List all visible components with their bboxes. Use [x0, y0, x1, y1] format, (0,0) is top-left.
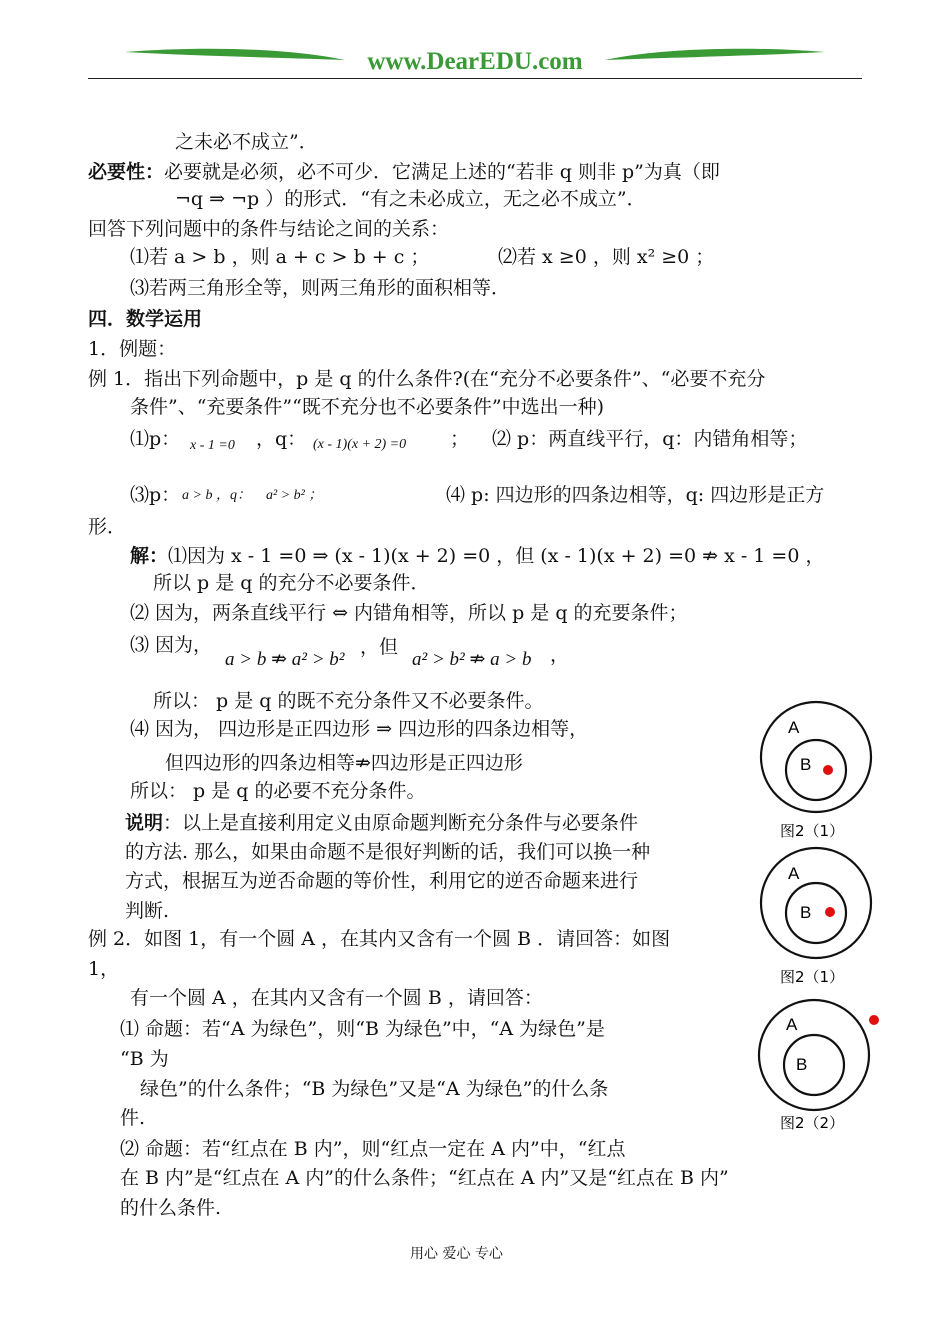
text-line: 绿色”的什么条件；“B 为绿色”又是“A 为绿色”的什么条	[140, 1078, 609, 1100]
section-heading: 四．数学运用	[88, 308, 203, 330]
page-footer: 用心 爱心 专心	[410, 1246, 503, 1262]
text-span: ，	[550, 644, 570, 666]
text-line: 所以 p 是 q 的充分不必要条件．	[153, 572, 430, 594]
text-line: ⑴ 命题：若“A 为绿色”，则“B 为绿色”中，“A 为绿色”是	[120, 1018, 605, 1040]
text-line: ¬q ⇒ ¬p ）的形式．“有之未必成立，无之必不成立”．	[175, 188, 646, 210]
text-line: 的方法. 那么，如果由命题不是很好判断的话，我们可以换一种	[125, 841, 651, 863]
text-span: ⑶ 因为，	[130, 634, 213, 656]
circle-label-a: A	[788, 718, 800, 737]
solution-label: 解：	[130, 545, 169, 567]
text-line: 1．例题：	[88, 338, 177, 360]
text-line: ⑵ 命题：若“红点在 B 内”，则“红点一定在 A 内”中，“红点	[120, 1138, 626, 1160]
inner-circle-b	[786, 740, 846, 800]
text-line: ⑴若 a > b ，则 a + c > b + c ；	[130, 246, 430, 268]
text-line: ⑵ 因为，两条直线平行 ⇔ 内错角相等，所以 p 是 q 的充要条件；	[130, 602, 688, 624]
venn-figure-3	[750, 995, 890, 1140]
circle-label-b: B	[800, 903, 812, 922]
logo-text: www.DearEDU.com	[367, 48, 583, 75]
text-line: 例 1．指出下列命题中，p 是 q 的什么条件?(在“充分不必要条件”、“必要不充分	[88, 368, 766, 390]
term-heading: 必要性：	[88, 161, 165, 183]
circle-label-a: A	[786, 1015, 798, 1034]
text-line: “B 为	[120, 1048, 169, 1070]
note-label: 说明	[125, 812, 164, 834]
math-expr: a² > b² ；	[266, 488, 323, 503]
math-expr: a² > b² ⇏ a > b	[412, 649, 532, 670]
text-line: 回答下列问题中的条件与结论之间的关系：	[88, 218, 450, 240]
figure-caption: 图2（1）	[780, 822, 845, 840]
text-span: ⑴p：	[130, 428, 181, 450]
text-span: ，q：	[256, 428, 307, 450]
text-span: ⑶p：	[130, 484, 181, 506]
text-line: 形．	[88, 516, 127, 538]
text-line: 例 2．如图 1，有一个圆 A ，在其内又含有一个圆 B ．请回答：如图	[88, 928, 671, 950]
text-line: ⑷ 因为， 四边形是正四边形 ⇒ 四边形的四条边相等，	[130, 718, 589, 740]
text-line: ⑵若 x ≥0 ，则 x² ≥0 ；	[498, 246, 715, 268]
red-dot	[823, 765, 833, 775]
text-line: 条件”、“充要条件”“既不充分也不必要条件”中选出一种)	[130, 396, 604, 418]
text-span: ，但	[360, 636, 399, 658]
text-span: ；	[450, 428, 470, 450]
math-expr: x - 1 =0	[190, 438, 235, 453]
text-line: 之未必不成立”．	[175, 131, 318, 153]
text-line: 所以： p 是 q 的既不充分条件又不必要条件。	[153, 690, 544, 712]
text-line: 判断.	[125, 900, 170, 922]
math-expr: a > b ，q：	[182, 488, 251, 503]
text-line	[130, 541, 824, 568]
text-line: 1，	[88, 958, 120, 980]
text-line: 但四边形的四条边相等⇏四边形是正四边形	[165, 752, 523, 774]
logo-swoosh-right	[605, 49, 825, 60]
logo-swoosh-left	[125, 49, 345, 60]
circle-label-b: B	[796, 1055, 808, 1074]
text-line: 有一个圆 A ，在其内又含有一个圆 B ，请回答：	[130, 987, 543, 1009]
outer-circle-a	[759, 1000, 869, 1110]
venn-figure-1	[750, 700, 890, 845]
text-line: 在 B 内”是“红点在 A 内”的什么条件；“红点在 A 内”又是“红点在 B 内”	[120, 1167, 729, 1189]
text-line: ⑵ p：两直线平行，q：内错角相等；	[492, 428, 808, 450]
text-line: 件.	[120, 1107, 146, 1129]
circle-label-a: A	[788, 864, 800, 883]
inner-circle-b	[784, 1035, 844, 1095]
circle-label-b: B	[800, 755, 812, 774]
red-dot	[869, 1015, 879, 1025]
header-rule	[88, 78, 862, 79]
figure-caption: 图2（1）	[780, 968, 845, 986]
text-span: ⑴因为 x - 1 =0 ⇒ (x - 1)(x + 2) =0 ，但 (x - 1)(x + 2) =0 ⇏ x - 1 =0 ，	[168, 545, 825, 567]
text-line: 的什么条件.	[120, 1197, 222, 1219]
header-logo	[120, 38, 830, 78]
math-expr: (x - 1)(x + 2) =0	[313, 437, 407, 452]
outer-circle-a	[761, 848, 871, 958]
text-line: 所以： p 是 q 的必要不充分条件。	[130, 780, 426, 802]
text-line: ⑶若两三角形全等，则两三角形的面积相等．	[130, 277, 511, 299]
inner-circle-b	[786, 883, 846, 943]
math-expr: a > b ⇏ a² > b²	[225, 649, 345, 670]
text-line	[88, 157, 720, 184]
venn-figure-2	[750, 845, 890, 990]
text-span: ：以上是直接利用定义由原命题判断充分条件与必要条件	[163, 812, 639, 834]
text-span: 必要就是必须，必不可少．它满足上述的“若非 q 则非 p”为真（即	[164, 161, 720, 183]
text-line: 方式，根据互为逆否命题的等价性，利用它的逆否命题来进行	[125, 870, 639, 892]
text-line	[125, 808, 638, 835]
red-dot	[825, 907, 835, 917]
figure-caption: 图2（2）	[780, 1114, 845, 1132]
text-line: ⑷ p: 四边形的四条边相等，q: 四边形是正方	[446, 484, 825, 506]
outer-circle-a	[761, 702, 871, 812]
